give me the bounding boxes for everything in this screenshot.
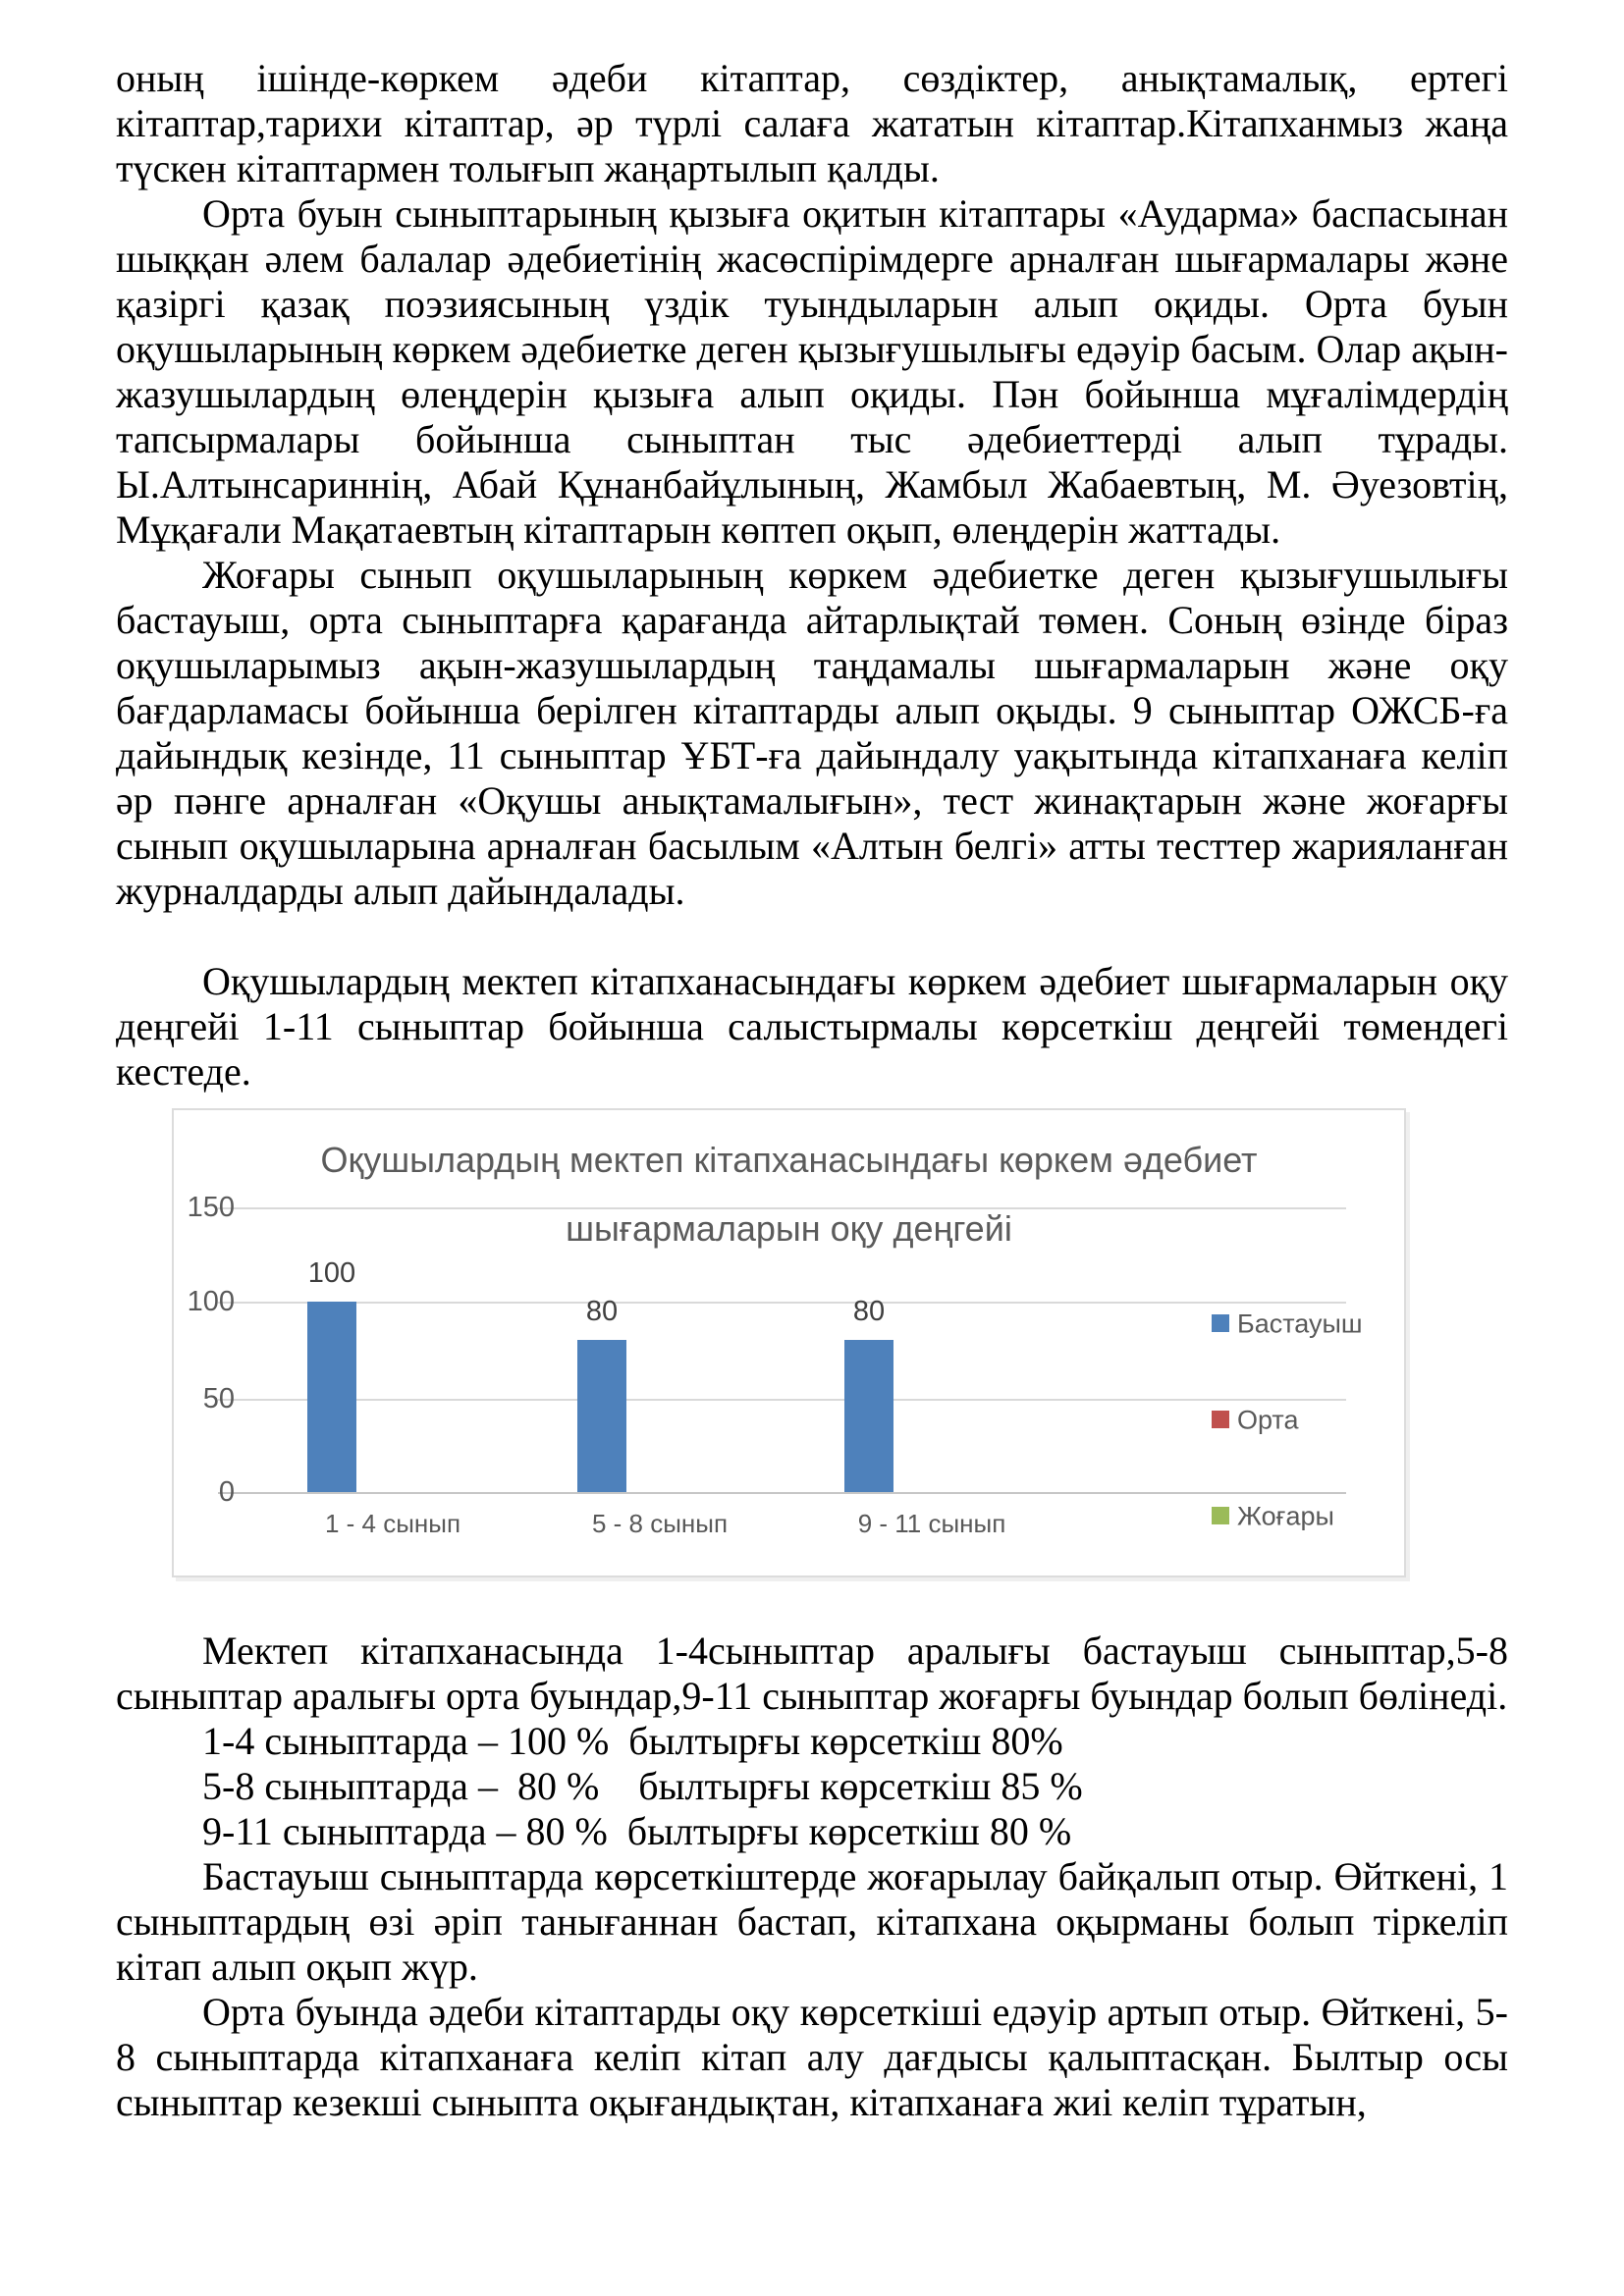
legend-item-bastauysh: [1212, 1305, 1363, 1338]
legend-item-orta: [1212, 1401, 1299, 1434]
bar-2: [844, 1340, 893, 1492]
paragraph: Орта буын сыныптарының қызыға оқитын кітаптары «Аударма» баспасынан шыққан әлем балалар әдебиетінің жасөспірімдерге арналған шығармалары және қазіргі қазақ поэзиясының үздік туындыларын алып оқиды. Орта буын оқушыларының көркем әдебиетке деген қызығушылығы едәуір басым. Олар ақын-жазушылардың өлеңдерін қызыға алып оқиды. Пән бойынша мұғалімдердің тапсырмалары бойынша сыныптан тыс әдебиеттерді алып тұрады. Ы.Алтынсариннің, Абай Құнанбайұлының, Жамбыл Жабаевтың, М. Әуезовтің, Мұқағали Мақатаевтың кітаптарын көптеп оқып, өлеңдерін жаттады.: [116, 191, 1508, 552]
chart-title: [174, 1126, 1404, 1263]
x-axis-line: [218, 1492, 1346, 1494]
legend-swatch-blue-icon: [1212, 1314, 1229, 1332]
paragraph: Бастауыш сыныптарда көрсеткіштерде жоғарылау байқалып отыр. Өйткені, 1 сыныптардың өзі әріп танығаннан бастап, кітапхана оқырманы болып тіркеліп кітап алып оқып жүр.: [116, 1854, 1508, 1989]
gridline-100: [218, 1302, 1346, 1304]
legend-swatch-green-icon: [1212, 1507, 1229, 1524]
stat-line: 9-11 сыныптарда – 80 % былтырғы көрсеткіш 80 %: [202, 1809, 1072, 1853]
y-axis-tick: 100: [187, 1286, 235, 1317]
bar-value-1: 80: [585, 1296, 619, 1327]
y-axis-tick: 0: [218, 1476, 235, 1508]
y-axis-tick: 150: [187, 1192, 235, 1223]
bar-value-0: 100: [307, 1257, 356, 1289]
x-axis-label: 5 - 8 сынып: [591, 1509, 729, 1538]
legend-item-zhogary: [1212, 1497, 1334, 1530]
paragraph: оның ішінде-көркем әдеби кітаптар, сөздіктер, анықтамалық, ертегі кітаптар,тарихи кітаптар, әр түрлі салаға жататын кітаптар.Кітапханмыз жаңа түскен кітаптармен толығып жаңартылып қалды.: [116, 56, 1508, 190]
chart-title-line-1: Оқушылардың мектеп кітапханасындағы көркем әдебиет: [320, 1140, 1258, 1180]
x-axis-label: 1 - 4 сынып: [324, 1509, 461, 1538]
paragraph: Орта буында әдеби кітаптарды оқу көрсеткіші едәуір артып отыр. Өйткені, 5-8 сыныптарда кітапханаға келіп кітап алу дағдысы қалыптасқан. Былтыр осы сыныптар кезекші сыныпта оқығандықтан, кітапханаға жиі келіп тұратын,: [116, 1990, 1508, 2124]
paragraph: Жоғары сынып оқушыларының көркем әдебиетке деген қызығушылығы бастауыш, орта сыныптарға қарағанда айтарлықтай төмен. Соның өзінде біраз оқушыларымыз ақын-жазушылардың таңдамалы шығармаларын және оқу бағдарламасы бойынша берілген кітаптарды алып оқыды. 9 сыныптар ОЖСБ-ға дайындық кезінде, 11 сыныптар ҰБТ-ға дайындалу уақытында кітапханаға келіп әр пәнге арналған «Оқушы анықтамалығын», тест жинақтарын және жоғарғы сынып оқушыларына арналған басылым «Алтын белгі» атты тесттер жарияланған журналдарды алып дайындалады.: [116, 553, 1508, 913]
bar-chart[interactable]: [172, 1108, 1406, 1577]
legend-label: Бастауыш: [1237, 1308, 1363, 1339]
legend-label: Орта: [1237, 1405, 1299, 1435]
legend-swatch-red-icon: [1212, 1411, 1229, 1428]
bar-0: [307, 1302, 356, 1492]
bar-1: [577, 1340, 626, 1492]
gridline-50: [218, 1399, 1346, 1401]
paragraph: Оқушылардың мектеп кітапханасындағы көркем әдебиет шығармаларын оқу деңгейі 1-11 сыныптар бойынша салыстырмалы көрсеткіш деңгейі төмендегі кестеде.: [116, 959, 1508, 1094]
stat-line: 5-8 сыныптарда – 80 % былтырғы көрсеткіш 85 %: [202, 1764, 1083, 1808]
chart-title-line-2: шығармаларын оқу деңгейі: [566, 1208, 1012, 1249]
x-axis-label: 9 - 11 сынып: [857, 1509, 1006, 1538]
stat-line: 1-4 сыныптарда – 100 % былтырғы көрсеткіш 80%: [202, 1719, 1063, 1763]
bar-value-2: 80: [852, 1296, 886, 1327]
paragraph: Мектеп кітапханасында 1-4сыныптар аралығы бастауыш сыныптар,5-8 сыныптар аралығы орта буындар,9-11 сыныптар жоғарғы буындар болып бөлінеді.: [116, 1629, 1508, 1718]
y-axis-tick: 50: [202, 1383, 235, 1415]
legend-label: Жоғары: [1237, 1501, 1334, 1531]
